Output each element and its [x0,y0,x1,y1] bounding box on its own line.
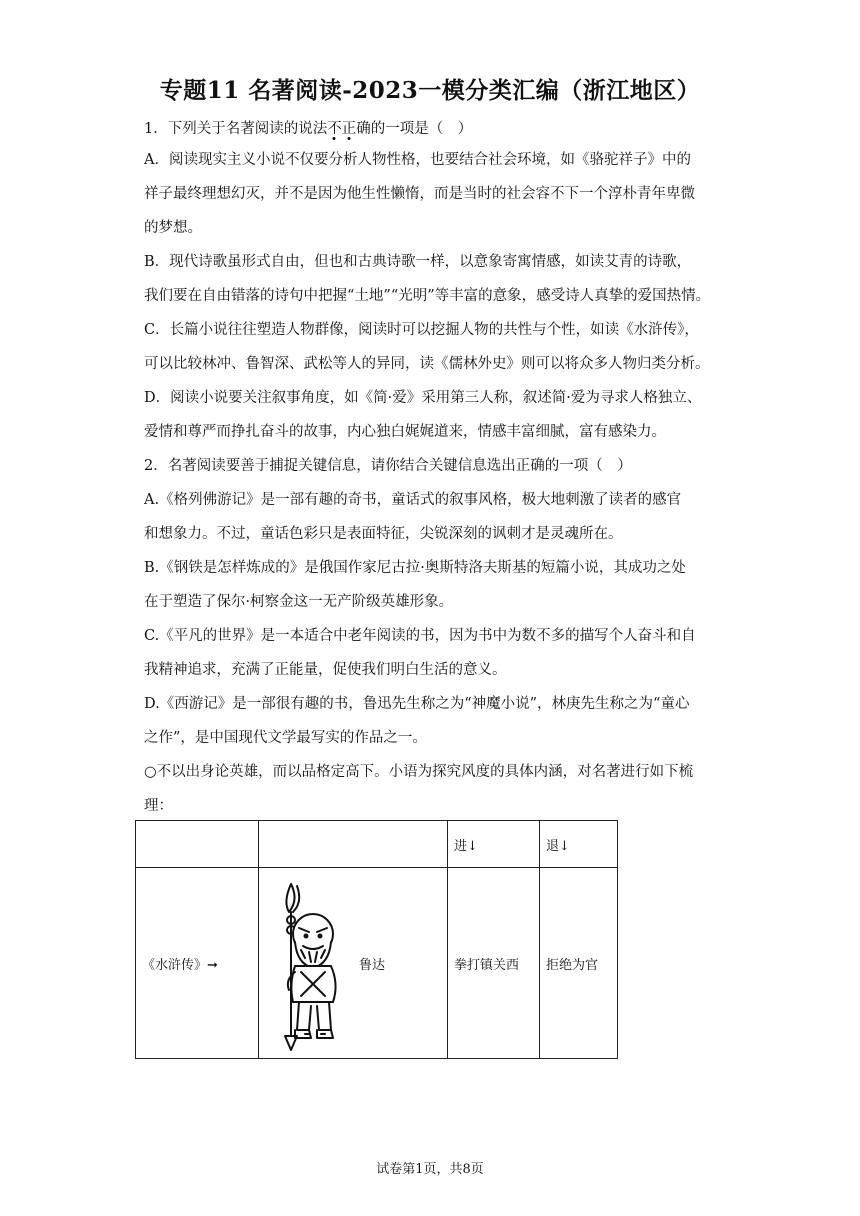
emphasis-char: 正 [341,121,357,137]
character-name: 鲁达 [359,958,386,973]
table-intro: ○不以出身论英雄，而以品格定高下。小语为探究风度的具体内涵，对名著进行如下梳 理： [144,764,694,814]
page-title: 专题11 名著阅读-2023一模分类汇编（浙江地区） [159,77,701,104]
table-header-cell [136,821,259,868]
emphasis-char: 不 [327,121,342,137]
question-1-option-a: A．阅读现实主义小说不仅要分析人物性格，也要结合社会环境，如《骆驼祥子》中的 祥子最终理想幻灭，并不是因为他生性懒惰，而是当时的社会容不下一个淳朴青年卑微 的梦想。 [144,152,695,236]
question-1-option-d: D．阅读小说要关注叙事角度，如《简·爱》采用第三人称，叙述简·爱为寻求人格独立、 爱情和尊严而挣扎奋斗的故事，内心独白娓娓道来，情感丰富细腻，富有感染力。 [144,390,702,440]
character-table [135,820,618,1059]
table-header-retreat: 退↓ [540,821,618,868]
question-2-option-c: C.《平凡的世界》是一本适合中老年阅读的书，因为书中为数不多的描写个人奋斗和自 我精神追求，充满了正能量，促使我们明白生活的意义。 [144,628,696,678]
page-footer: 试卷第1页，共8页 [376,1162,484,1177]
question-1-option-b: B．现代诗歌虽形式自由，但也和古典诗歌一样，以意象寄寓情感，如读艾青的诗歌， 我们要在自由错落的诗句中把握“土地”“光明”等丰富的意象，感受诗人真挚的爱国热情。 [144,254,711,304]
figure-cell [259,868,448,1059]
table-header-advance: 进↓ [448,821,540,868]
question-1-option-c: C．长篇小说往往塑造人物群像，阅读时可以挖掘人物的共性与个性，如读《水浒传》， 可以比较林冲、鲁智深、武松等人的异同，读《儒林外史》则可以将众多人物归类分析。 [144,322,710,372]
question-1-stem: 1．下列关于名著阅读的说法不正确的一项是（ ） [144,121,473,137]
table-header-cell [259,821,448,868]
question-2-option-b: B.《钢铁是怎样炼成的》是俄国作家尼古拉·奥斯特洛夫斯基的短篇小说，其成功之处 在于塑造了保尔·柯察金这一无产阶级英雄形象。 [144,560,686,610]
question-2-option-a: A.《格列佛游记》是一部有趣的奇书，童话式的叙事风格，极大地刺激了读者的感官 和想象力。不过，童话色彩只是表面特征，尖锐深刻的讽刺才是灵魂所在。 [144,492,682,542]
retreat-cell: 拒绝为官 [540,868,618,1059]
question-2-option-d: D.《西游记》是一部很有趣的书，鲁迅先生称之为“神魔小说”，林庚先生称之为“童心 之作”，是中国现代文学最写实的作品之一。 [144,696,690,746]
table-row [136,868,618,1059]
table-header-row [136,821,618,868]
advance-cell: 拳打镇关西 [448,868,540,1059]
question-2-stem: 2．名著阅读要善于捕捉关键信息，请你结合关键信息选出正确的一项（ ） [144,458,632,474]
book-cell: 《水浒传》➞ [136,868,259,1059]
